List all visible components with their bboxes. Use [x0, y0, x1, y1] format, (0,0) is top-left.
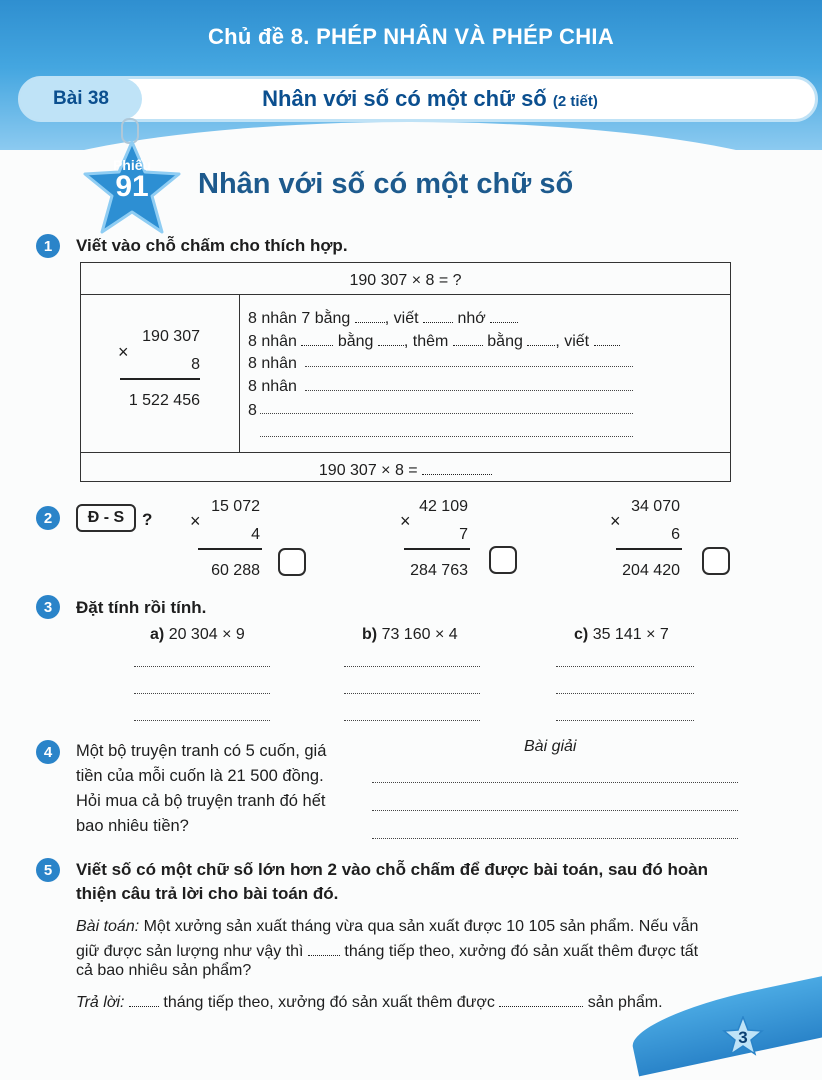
lesson-title — [150, 86, 710, 112]
q4-solution-label: Bài giải — [524, 738, 577, 755]
q2-item-3-a: 34 070 — [631, 498, 680, 515]
q1-blank-line[interactable] — [305, 390, 633, 391]
q4-line-2: tiền của mỗi cuốn là 21 500 đồng. — [76, 767, 324, 785]
q1-l3: 8 nhân — [248, 355, 297, 372]
q2-item-2-times: × — [400, 511, 411, 531]
q5-problem-line-2 — [76, 941, 698, 961]
q1-blank[interactable] — [423, 308, 453, 323]
q3-c-line-1[interactable] — [556, 666, 694, 667]
q1-blank[interactable] — [301, 331, 333, 346]
q1-line-1 — [248, 308, 518, 328]
q1-l2c: , thêm — [403, 333, 449, 350]
q2-item-3-result: 204 420 — [622, 562, 680, 579]
q1-l5: 8 — [248, 402, 257, 419]
q1-l2b: bằng — [337, 333, 374, 350]
q5-answer-b: sản phẩm. — [587, 994, 663, 1011]
q1-table-divider-bottom — [80, 452, 731, 453]
q5-prompt-line-2: thiện câu trả lời cho bài toán đó. — [76, 884, 339, 903]
q3-item-b-expr: 73 160 × 4 — [381, 626, 458, 643]
lesson-tag: Bài 38 — [20, 78, 142, 120]
q2-item-1-a: 15 072 — [211, 498, 260, 515]
q1-blank[interactable] — [453, 331, 483, 346]
q1-prompt: Viết vào chỗ chấm cho thích hợp. — [76, 236, 348, 255]
q3-item-b — [362, 626, 458, 644]
ticket-word: Phiếu — [112, 157, 152, 173]
q1-l1a: 8 nhân 7 bằng — [248, 310, 351, 327]
q2-item-2-b: 7 — [459, 526, 468, 543]
q3-item-c-label: c) — [574, 626, 589, 643]
q1-blank-line[interactable] — [260, 413, 633, 414]
ticket-badge — [82, 158, 182, 202]
q2-item-1-answer-box[interactable] — [278, 548, 306, 576]
q3-item-b-label: b) — [362, 626, 378, 643]
q1-blank[interactable] — [378, 331, 404, 346]
q1-answer-blank[interactable] — [422, 460, 492, 475]
q3-a-line-3[interactable] — [134, 720, 270, 721]
q1-blank[interactable] — [490, 308, 518, 323]
q3-b-line-2[interactable] — [344, 693, 480, 694]
q3-a-line-1[interactable] — [134, 666, 270, 667]
q3-item-a — [150, 626, 245, 644]
q3-item-c-expr: 35 141 × 7 — [592, 626, 669, 643]
q3-c-line-3[interactable] — [556, 720, 694, 721]
chapter-title: Chủ đề 8. PHÉP NHÂN VÀ PHÉP CHIA — [207, 24, 615, 49]
q5-answer-label: Trả lời: — [76, 994, 125, 1011]
q1-multiplier: 8 — [191, 356, 200, 373]
q1-times-sign: × — [118, 342, 129, 362]
q2-item-1-result: 60 288 — [211, 562, 260, 579]
q3-item-a-label: a) — [150, 626, 165, 643]
q1-line-2 — [248, 331, 620, 351]
q2-item-2-line — [404, 548, 470, 550]
question-number-1: 1 — [36, 234, 60, 258]
q1-result-line — [120, 378, 200, 380]
q3-item-a-expr: 20 304 × 9 — [168, 626, 245, 643]
ticket-number: 91 — [115, 170, 149, 203]
q5-prompt-line-1: Viết số có một chữ số lớn hơn 2 vào chỗ chấm để được bài toán, sau đó hoàn — [76, 860, 709, 879]
q2-item-2-answer-box[interactable] — [489, 546, 517, 574]
q1-line-3 — [248, 355, 297, 373]
q1-l1b: , viết — [384, 310, 419, 327]
question-number-5: 5 — [36, 858, 60, 882]
q1-l4: 8 nhân — [248, 378, 297, 395]
q1-blank[interactable] — [594, 331, 620, 346]
page-number: 3 — [738, 1028, 748, 1047]
q1-table-divider-top — [80, 294, 731, 295]
q1-blank[interactable] — [355, 308, 385, 323]
q4-solution-line-1[interactable] — [372, 782, 738, 783]
q5-problem-label: Bài toán: — [76, 918, 140, 935]
question-number-2: 2 — [36, 506, 60, 530]
q2-item-1-line — [198, 548, 262, 550]
q1-table-divider-vertical — [239, 294, 240, 452]
q4-line-4: bao nhiêu tiền? — [76, 817, 189, 835]
q3-c-line-2[interactable] — [556, 693, 694, 694]
q3-b-line-1[interactable] — [344, 666, 480, 667]
q2-item-2-a: 42 109 — [419, 498, 468, 515]
q3-prompt: Đặt tính rồi tính. — [76, 598, 207, 617]
q4-solution-line-3[interactable] — [372, 838, 738, 839]
q1-l1c: nhớ — [457, 310, 486, 327]
question-number-4: 4 — [36, 740, 60, 764]
q1-product: 1 522 456 — [128, 392, 200, 409]
q1-line-4 — [248, 378, 297, 396]
q5-problem-l1: Một xưởng sản xuất tháng vừa qua sản xuất được 10 105 sản phẩm. Nếu vẫn — [139, 918, 699, 935]
lesson-duration: (2 tiết) — [552, 93, 598, 110]
question-number-3: 3 — [36, 595, 60, 619]
q5-answer-line — [76, 992, 663, 1012]
q2-item-3-answer-box[interactable] — [702, 547, 730, 575]
q4-solution-line-2[interactable] — [372, 810, 738, 811]
q1-l2a: 8 nhân — [248, 333, 297, 350]
q2-item-1-b: 4 — [251, 526, 260, 543]
q5-number-blank[interactable] — [308, 941, 340, 956]
q1-table-header: 190 307 × 8 = ? — [349, 272, 462, 289]
q2-item-1-times: × — [190, 511, 201, 531]
q5-problem-line-3: cả bao nhiêu sản phẩm? — [76, 962, 252, 979]
lesson-title-text: Nhân với số có một chữ số — [262, 86, 547, 111]
q5-answer-a: tháng tiếp theo, xưởng đó sản xuất thêm được — [163, 994, 495, 1011]
q1-l2e: , viết — [555, 333, 590, 350]
q4-line-3: Hỏi mua cả bộ truyện tranh đó hết — [76, 792, 326, 810]
q1-blank-line[interactable] — [305, 366, 633, 367]
q2-question-mark: ? — [142, 510, 153, 529]
q2-item-2-result: 284 763 — [410, 562, 468, 579]
q1-line-5 — [248, 402, 257, 420]
q1-multiplicand: 190 307 — [142, 328, 200, 345]
q5-problem-l2a: giữ được sản lượng như vậy thì — [76, 943, 304, 960]
q2-item-3-b: 6 — [671, 526, 680, 543]
q1-table-footer — [80, 460, 731, 480]
q4-line-1: Một bộ truyện tranh có 5 cuốn, giá — [76, 742, 327, 760]
ticket-title: Nhân với số có một chữ số — [198, 168, 574, 200]
true-false-tag: Đ - S — [76, 504, 136, 532]
q1-blank[interactable] — [527, 331, 555, 346]
q2-item-3-times: × — [610, 511, 621, 531]
q5-problem-l2b: tháng tiếp theo, xưởng đó sản xuất thêm được tất — [344, 943, 699, 960]
q1-footer-text: 190 307 × 8 = — [318, 462, 418, 479]
q5-answer-blank-2[interactable] — [499, 992, 583, 1007]
q1-l2d: bằng — [487, 333, 523, 350]
q5-problem-line-1 — [76, 918, 698, 936]
q3-b-line-3[interactable] — [344, 720, 480, 721]
q5-answer-blank-1[interactable] — [129, 992, 159, 1007]
q3-item-c — [574, 626, 669, 644]
q1-blank-line[interactable] — [260, 436, 633, 437]
q2-item-3-line — [616, 548, 682, 550]
q3-a-line-2[interactable] — [134, 693, 270, 694]
